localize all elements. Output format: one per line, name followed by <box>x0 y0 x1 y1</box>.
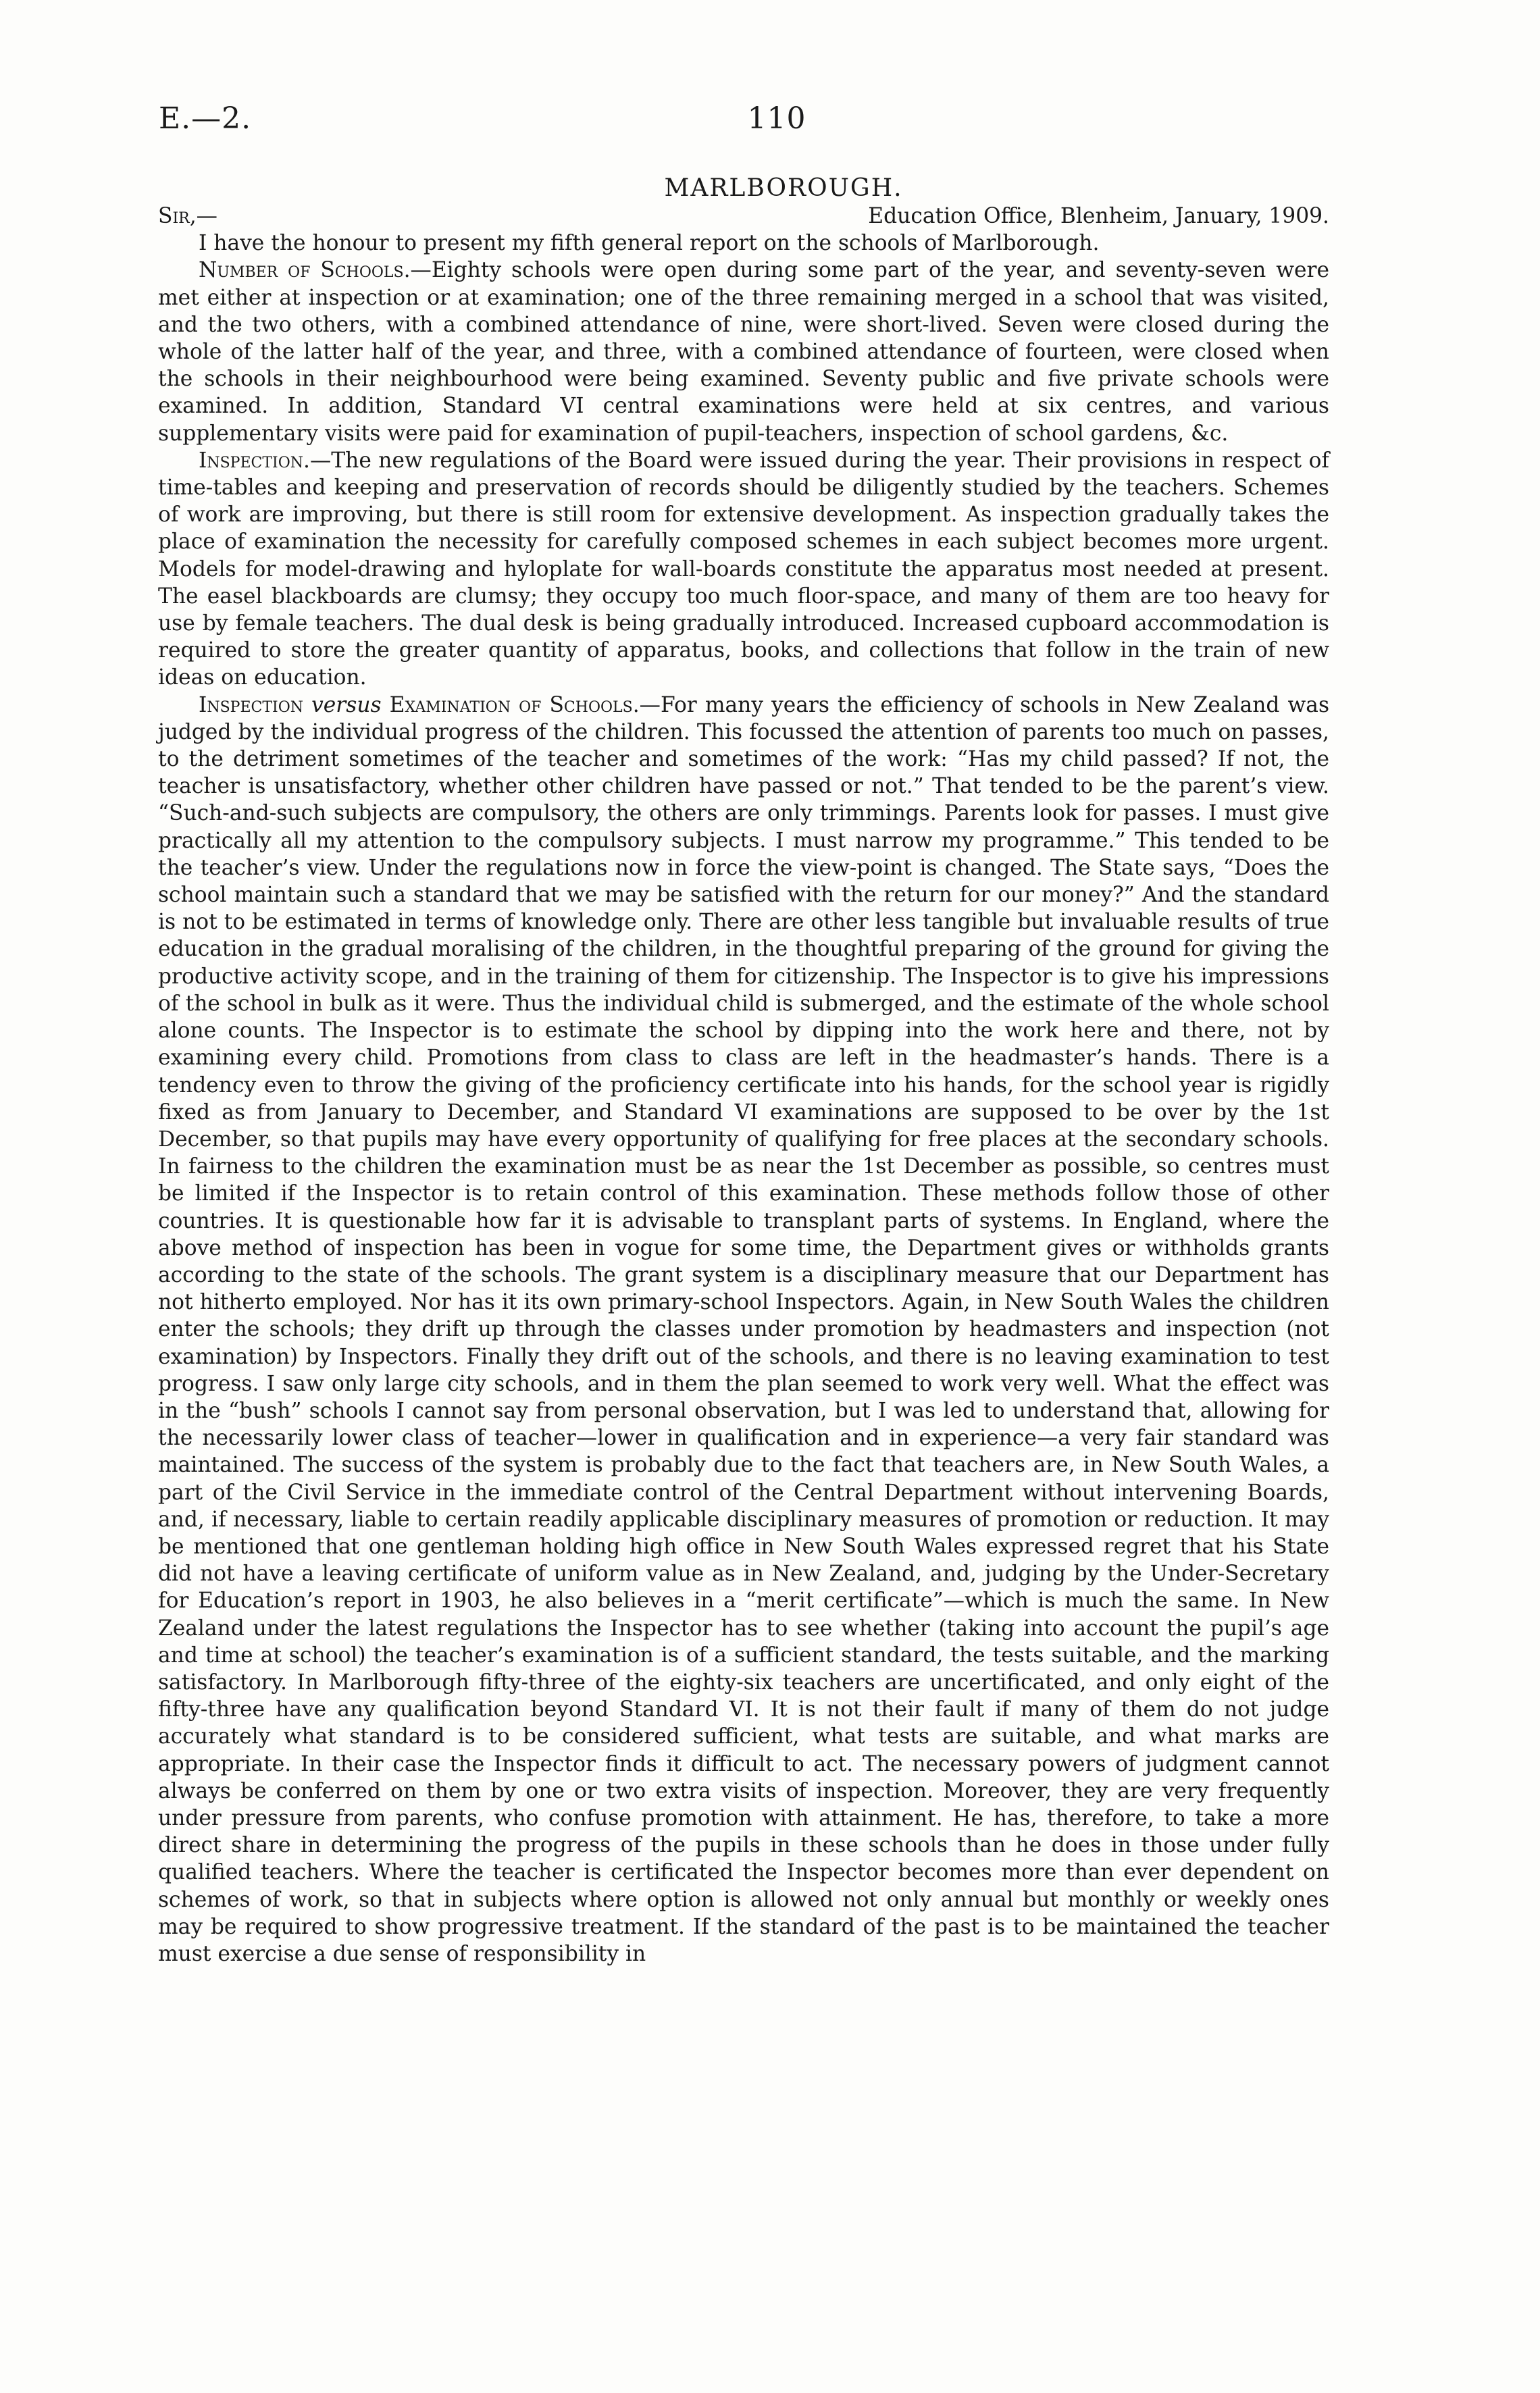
section-heading-versus: versus <box>311 692 382 717</box>
report-title: MARLBOROUGH. <box>664 174 903 202</box>
opening-paragraph: I have the honour to present my fifth general report on the schools of Marlborough. <box>199 231 1100 256</box>
section-heading-part1: Inspection <box>199 692 304 717</box>
section-text: —The new regulations of the Board were issued during the year. Their provisions in respect of time-tables and keeping and preservation of records should be diligently studied by the teachers. Schemes of work are improving, but there is still room for extensive development. As inspection gradually takes the place of examination the necessity for carefully composed schemes in each subject becomes more urgent. Models for model-drawing and hyloplate for wall-boards constitute the apparatus most needed at present. The easel blackboards are clumsy; they occupy too much floor-space, and many of them are too heavy for use by female teachers. The dual desk is being gradually introduced. Increased cupboard accommodation is required to store the greater quantity of apparatus, books, and collections that follow in the train of new ideas on education. <box>158 448 1329 690</box>
report-body <box>158 203 1329 1967</box>
number-of-schools-paragraph <box>158 257 1329 446</box>
inspection-paragraph <box>158 447 1329 692</box>
letter-header <box>158 203 1329 230</box>
inspection-versus-examination-paragraph <box>158 692 1329 1968</box>
page-number: 110 <box>747 101 806 136</box>
section-heading: Number of Schools. <box>199 258 411 283</box>
salutation: Sir,— <box>158 204 217 228</box>
letter-address: Education Office, Blenheim, January, 1909. <box>868 204 1329 228</box>
section-text: —For many years the efficiency of schools in New Zealand was judged by the individual progress of the children. This focussed the attention of parents too much on passes, to the detriment sometimes of the teacher and sometimes of the work: “Has my child passed? If not, the teacher is unsatisfactory, whether other children have passed or not.” That tended to be the parent’s view. “Such-and-such subjects are compulsory, the others are only trimmings. Parents look for passes. I must give practically all my attention to the compulsory subjects. I must narrow my programme.” This tended to be the teacher’s view. Under the regulations now in force the view-point is changed. The State says, “Does the school maintain such a standard that we may be satisfied with the return for our money?” And the standard is not to be estimated in terms of knowledge only. There are other less tangible but invaluable results of true education in the gradual moralising of the children, in the thoughtful preparing of the ground for giving the productive activity scope, and in the training of them for citizenship. The Inspector is to give his impressions of the school in bulk as it were. Thus the individual child is submerged, and the estimate of the whole school alone counts. The Inspector is to estimate the school by dipping into the work here and there, not by examining every child. Promotions from class to class are left in the headmaster’s hands. There is a tendency even to throw the giving of the proficiency certificate into his hands, for the school year is rigidly fixed as from January to December, and Standard VI examinations are supposed to be over by the 1st December, so that pupils may have every opportunity of qualifying for free places at the secondary schools. In fairness to the children the examination must be as near the 1st December as possible, so centres must be limited if the Inspector is to retain control of this examination. These methods follow those of other countries. It is questionable how far it is advisable to transplant parts of systems. In England, where the above method of inspection has been in vogue for some time, the Department gives or withholds grants according to the state of the schools. The grant system is a disciplinary measure that our Department has not hitherto employed. Nor has it its own primary-school Inspectors. Again, in New South Wales the children enter the schools; they drift up through the classes under promotion by headmasters and inspection (not examination) by Inspectors. Finally they drift out of the schools, and there is no leaving examination to test progress. I saw only large city schools, and in them the plan seemed to work very well. What the effect was in the “bush” schools I cannot say from personal observation, but I was led to understand that, allowing for the necessarily lower class of teacher—lower in qualification and in experience—a very fair standard was maintained. The success of the system is probably due to the fact that teachers are, in New South Wales, a part of the Civil Service in the immediate control of the Central Department without intervening Boards, and, if necessary, liable to certain readily applicable disciplinary measures of promotion or reduction. It may be mentioned that one gentleman holding high office in New South Wales expressed regret that his State did not have a leaving certificate of uniform value as in New Zealand, and, judging by the Under-Secretary for Education’s report in 1903, he also believes in a “merit certificate”—which is much the same. In New Zealand under the latest regulations the Inspector has to see whether (taking into account the pupil’s age and time at school) the teacher’s examination is of a sufficient standard, the tests suitable, and the marking satisfactory. In Marlborough fifty-three of the eighty-six teachers are uncertificated, and only eight of the fifty-three have any qualification beyond Standard VI. It is not their fault if many of them do not judge accurately what standard is to be considered sufficient, what tests are suitable, and what marks are appropriate. In their case the Inspector finds it difficult to act. The necessary powers of judgment cannot always be conferred on them by one or two extra visits of inspection. Moreover, they are very frequently under pressure from parents, who confuse promotion with attainment. He has, therefore, to take a more direct share in determining the progress of the pupils in these schools than he does in those under fully qualified teachers. Where the teacher is certificated the Inspector becomes more than ever dependent on schemes of work, so that in subjects where option is allowed not only annual but monthly or weekly ones may be required to show progressive treatment. If the standard of the past is to be maintained the teacher must exercise a due sense of responsibility in <box>158 692 1330 1966</box>
folio-label: E.—2. <box>159 101 252 136</box>
section-text: —Eighty schools were open during some part of the year, and seventy-seven were met either at inspection or at examination; one of the three remaining merged in a school that was visited, and the two others, with a combined attendance of nine, were short-lived. Seven were closed during the whole of the latter half of the year, and three, with a combined attendance of fourteen, were closed when the schools in their neighbourhood were being examined. Seventy public and five private schools were examined. In addition, Standard VI central examinations were held at six centres, and various supplementary visits were paid for examination of pupil-teachers, inspection of school gardens, &c. <box>158 258 1329 446</box>
section-heading-part2: Examination of Schools. <box>389 692 640 717</box>
section-heading: Inspection. <box>199 448 310 473</box>
